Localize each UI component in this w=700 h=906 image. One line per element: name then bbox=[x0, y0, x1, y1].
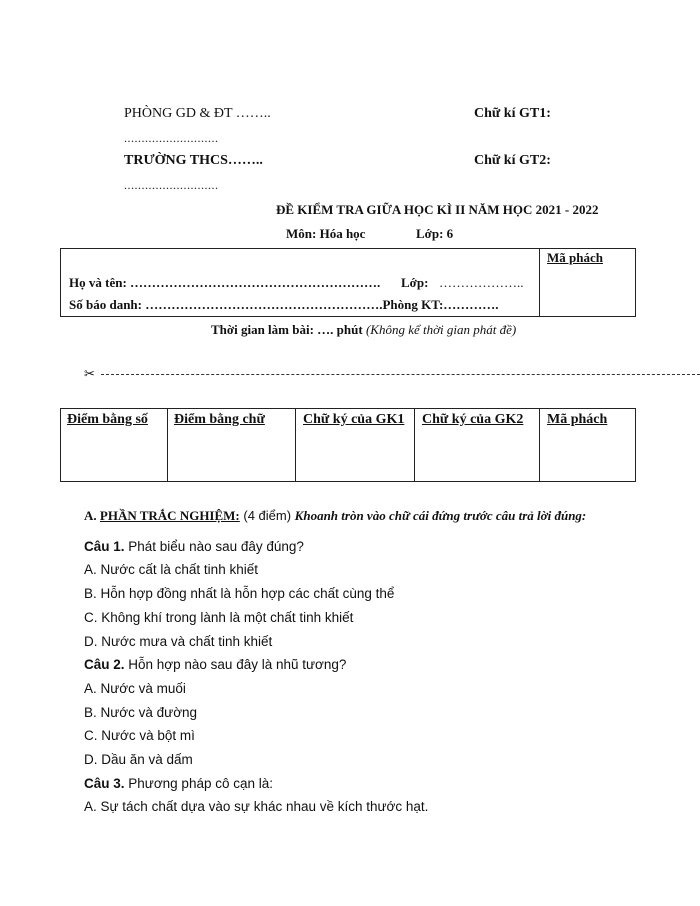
ma-phach-label: Mã phách bbox=[547, 250, 603, 265]
exam-title: ĐỀ KIỂM TRA GIỮA HỌC KÌ II NĂM HỌC 2021 - 2022 bbox=[276, 202, 599, 217]
question-3 bbox=[84, 776, 273, 791]
school-dots: ........................... bbox=[124, 178, 219, 192]
divider bbox=[539, 249, 540, 316]
school-label: TRƯỜNG THCS…….. bbox=[124, 153, 263, 168]
option-q2-a[interactable]: A. Nước và muối bbox=[84, 681, 186, 696]
exam-time-note: (Không kể thời gian phát đề) bbox=[365, 322, 517, 337]
option-q1-b[interactable]: B. Hỗn hợp đồng nhất là hỗn hợp các chất cùng thể bbox=[84, 586, 395, 601]
cut-line bbox=[101, 374, 700, 375]
score-number-header: Điểm bằng số bbox=[67, 412, 148, 427]
section-a-heading bbox=[84, 508, 586, 524]
section-a-points: (4 điểm) bbox=[239, 508, 295, 523]
grader2-signature-header: Chữ ký của GK2 bbox=[422, 412, 524, 427]
question-1 bbox=[84, 539, 304, 554]
section-a-instruction: Khoanh tròn vào chữ cái đứng trước câu trả lời đúng: bbox=[294, 508, 587, 523]
question-number: Câu 3. bbox=[84, 776, 125, 791]
option-q1-a[interactable]: A. Nước cất là chất tinh khiết bbox=[84, 562, 258, 577]
option-q1-d[interactable]: D. Nước mưa và chất tinh khiết bbox=[84, 634, 273, 649]
grader1-signature-header: Chữ ký của GK1 bbox=[303, 412, 405, 427]
question-number: Câu 2. bbox=[84, 657, 125, 672]
ma-phach-header: Mã phách bbox=[547, 412, 608, 427]
candidate-number-field[interactable]: Số báo danh: ……………………………………………….Phòng KT:…………. bbox=[69, 297, 499, 312]
student-info-box bbox=[60, 248, 636, 317]
student-name-field[interactable]: Họ và tên: …………………………………………………. bbox=[69, 275, 381, 290]
divider bbox=[295, 409, 296, 481]
divider bbox=[167, 409, 168, 481]
option-q2-d[interactable]: D. Dầu ăn và dấm bbox=[84, 752, 193, 767]
question-text: Phát biểu nào sau đây đúng? bbox=[124, 539, 304, 554]
exam-time bbox=[211, 322, 516, 338]
divider bbox=[539, 409, 540, 481]
class-label: Lớp: bbox=[401, 275, 429, 290]
class-field[interactable]: ……………….. bbox=[439, 275, 524, 290]
proctor1-signature-label: Chữ kí GT1: bbox=[474, 106, 551, 121]
section-a-label: A. bbox=[84, 508, 100, 523]
option-q1-c[interactable]: C. Không khí trong lành là một chất tinh khiết bbox=[84, 610, 354, 625]
option-q2-c[interactable]: C. Nước và bột mì bbox=[84, 728, 195, 743]
option-q2-b[interactable]: B. Nước và đường bbox=[84, 705, 198, 720]
department-label: PHÒNG GD & ĐT …….. bbox=[124, 106, 271, 121]
score-table bbox=[60, 408, 636, 482]
question-number: Câu 1. bbox=[84, 539, 125, 554]
department-dots: ........................... bbox=[124, 131, 219, 145]
score-words-header: Điểm bằng chữ bbox=[174, 412, 265, 427]
exam-time-label: Thời gian làm bài: …. phút bbox=[211, 322, 363, 337]
question-text: Hỗn hợp nào sau đây là nhũ tương? bbox=[124, 657, 347, 672]
section-a-title: PHẦN TRẮC NGHIỆM: bbox=[99, 508, 240, 523]
option-q3-a[interactable]: A. Sự tách chất dựa vào sự khác nhau về kích thước hạt. bbox=[84, 799, 429, 814]
question-text: Phương pháp cô cạn là: bbox=[124, 776, 274, 791]
proctor2-signature-label: Chữ kí GT2: bbox=[474, 153, 551, 168]
exam-subject: Môn: Hóa học bbox=[286, 226, 366, 241]
scissors-icon: ✂ bbox=[84, 366, 95, 381]
exam-grade: Lớp: 6 bbox=[416, 226, 454, 241]
divider bbox=[414, 409, 415, 481]
question-2 bbox=[84, 657, 346, 672]
